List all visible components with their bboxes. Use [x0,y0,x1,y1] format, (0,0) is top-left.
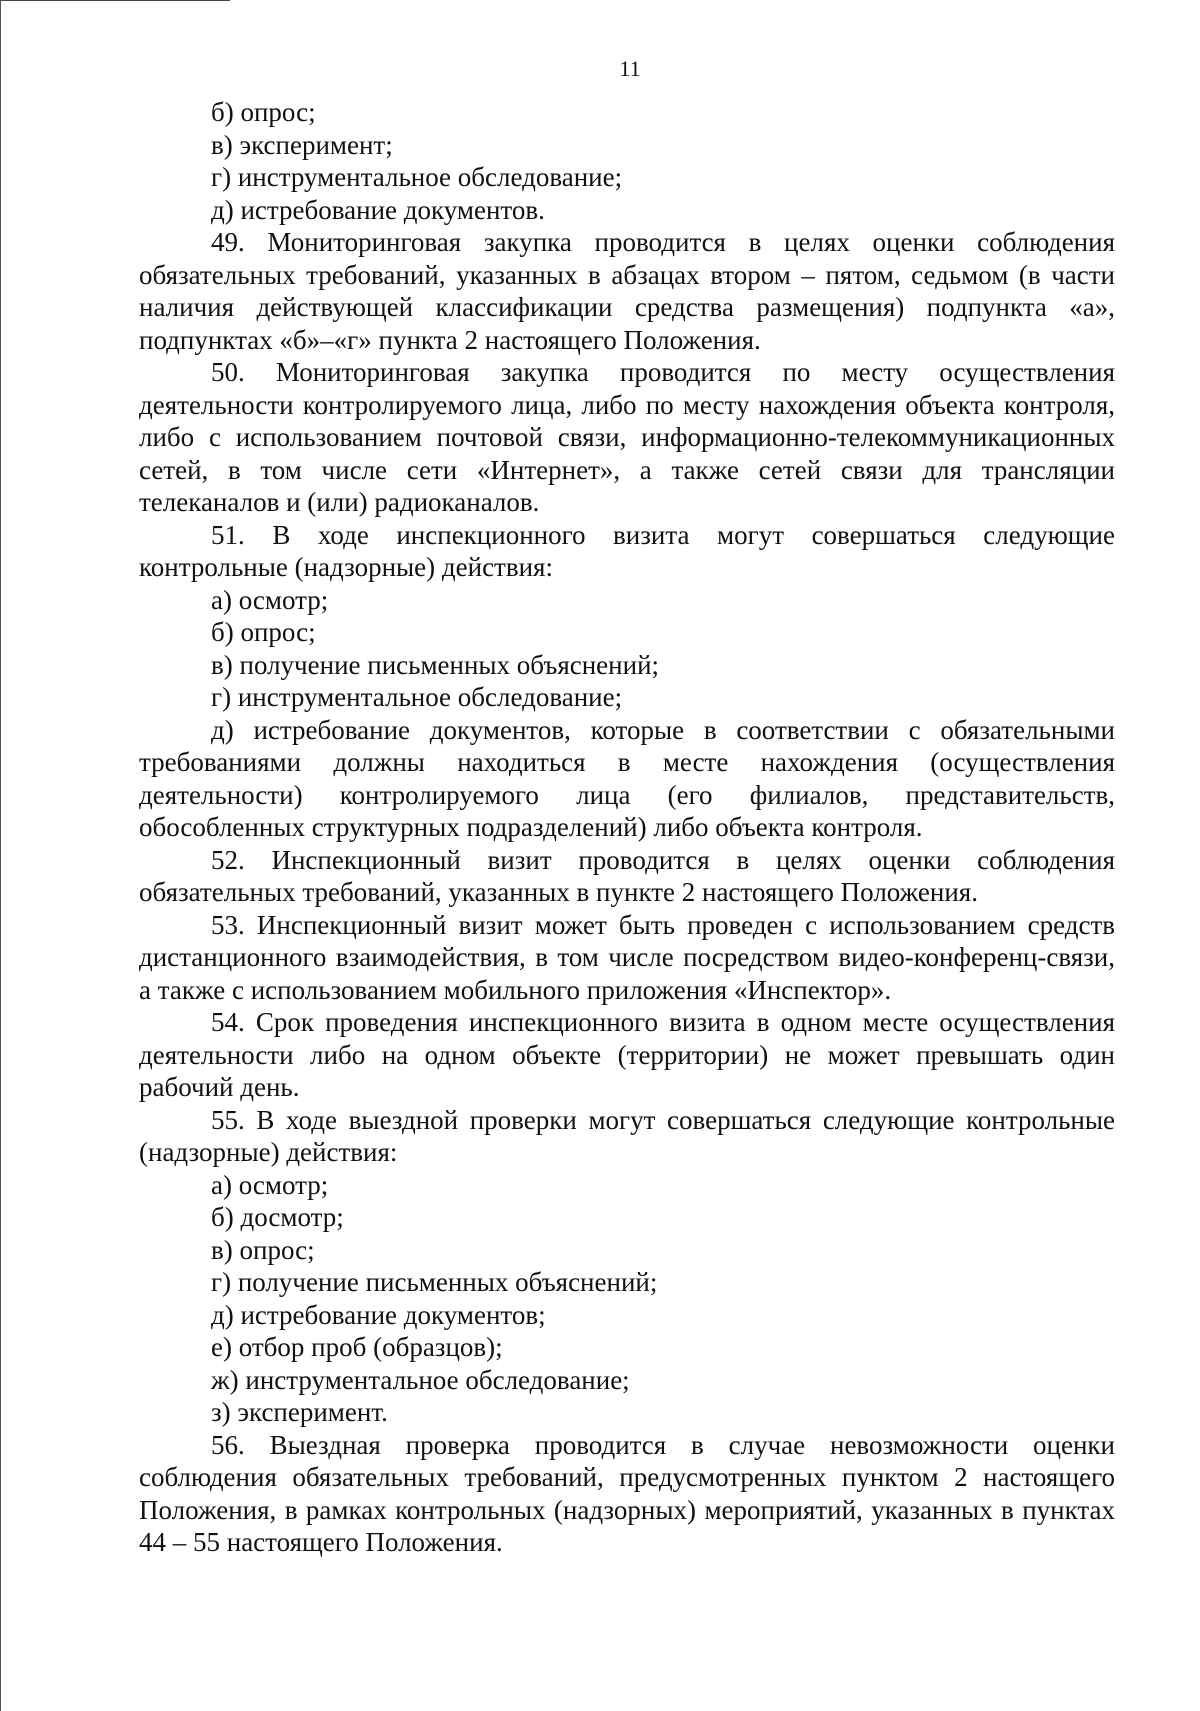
paragraph-51-d: д) истребование документов, которые в соответствии с обязательными требованиями должны находиться в месте нахождения (осуществления деятельности) контролируемого лица (его филиалов, представительств, обособленных структурных подразделений) либо объекта контроля. [139,714,1115,842]
list-item: г) получение письменных объяснений; [211,1267,658,1297]
list-item: б) опрос; [211,97,316,127]
list-item: б) опрос; [211,617,316,647]
list-item: д) истребование документов; [211,1299,546,1330]
paragraph-55: 55. В ходе выездной проверки могут совершаться следующие контрольные (надзорные) действия: [139,1104,1115,1167]
scan-edge-top [0,0,230,1]
paragraph-50: 50. Мониторинговая закупка проводится по месту осуществления деятельности контролируемого лица, либо по месту нахождения объекта контроля, либо с использованием почтовой связи, информационно-телекоммуникационных сетей, в том числе сети «Интернет», а также сетей связи для трансляции телеканалов и (или) радиоканалов. [139,357,1115,517]
list-item: в) получение письменных объяснений; [211,649,660,680]
list-item: в) эксперимент; [211,129,393,160]
list-item: з) эксперимент. [211,1397,388,1427]
list-item: а) осмотр; [211,1169,329,1200]
list-item: г) инструментальное обследование; [211,162,623,192]
list-item: е) отбор проб (образцов); [211,1332,503,1362]
list-item: д) истребование документов. [211,194,545,225]
page-number: 11 [619,56,641,81]
list-item: ж) инструментальное обследование; [211,1364,630,1395]
paragraph-54: 54. Срок проведения инспекционного визита в одном месте осуществления деятельности либо на одном объекте (территории) не может превышать один рабочий день. [139,1007,1115,1102]
list-item: в) опрос; [211,1234,315,1265]
scan-edge-left [0,0,1,1711]
paragraph-52: 52. Инспекционный визит проводится в целях оценки соблюдения обязательных требований, указанных в пункте 2 настоящего Положения. [139,844,1115,907]
paragraph-49: 49. Мониторинговая закупка проводится в целях оценки соблюдения обязательных требований, указанных в абзацах втором – пятом, седьмом (в части наличия действующей классификации средства размещения) подпункта «а», подпунктах «б»–«г» пункта 2 настоящего Положения. [139,227,1115,355]
paragraph-51: 51. В ходе инспекционного визита могут совершаться следующие контрольные (надзорные) действия: [139,519,1115,582]
list-item: г) инструментальное обследование; [211,682,623,712]
paragraph-56: 56. Выездная проверка проводится в случае невозможности оценки соблюдения обязательных требований, предусмотренных пунктом 2 настоящего Положения, в рамках контрольных (надзорных) мероприятий, указанных в пунктах 44 – 55 настоящего Положения. [139,1429,1115,1557]
document-body [139,96,1115,1559]
paragraph-53: 53. Инспекционный визит может быть проведен с использованием средств дистанционного взаимодействия, в том числе посредством видео-конференц-связи, а также с использованием мобильного приложения «Инспектор». [139,909,1115,1005]
list-item: а) осмотр; [211,584,329,615]
list-item: б) досмотр; [211,1202,344,1232]
